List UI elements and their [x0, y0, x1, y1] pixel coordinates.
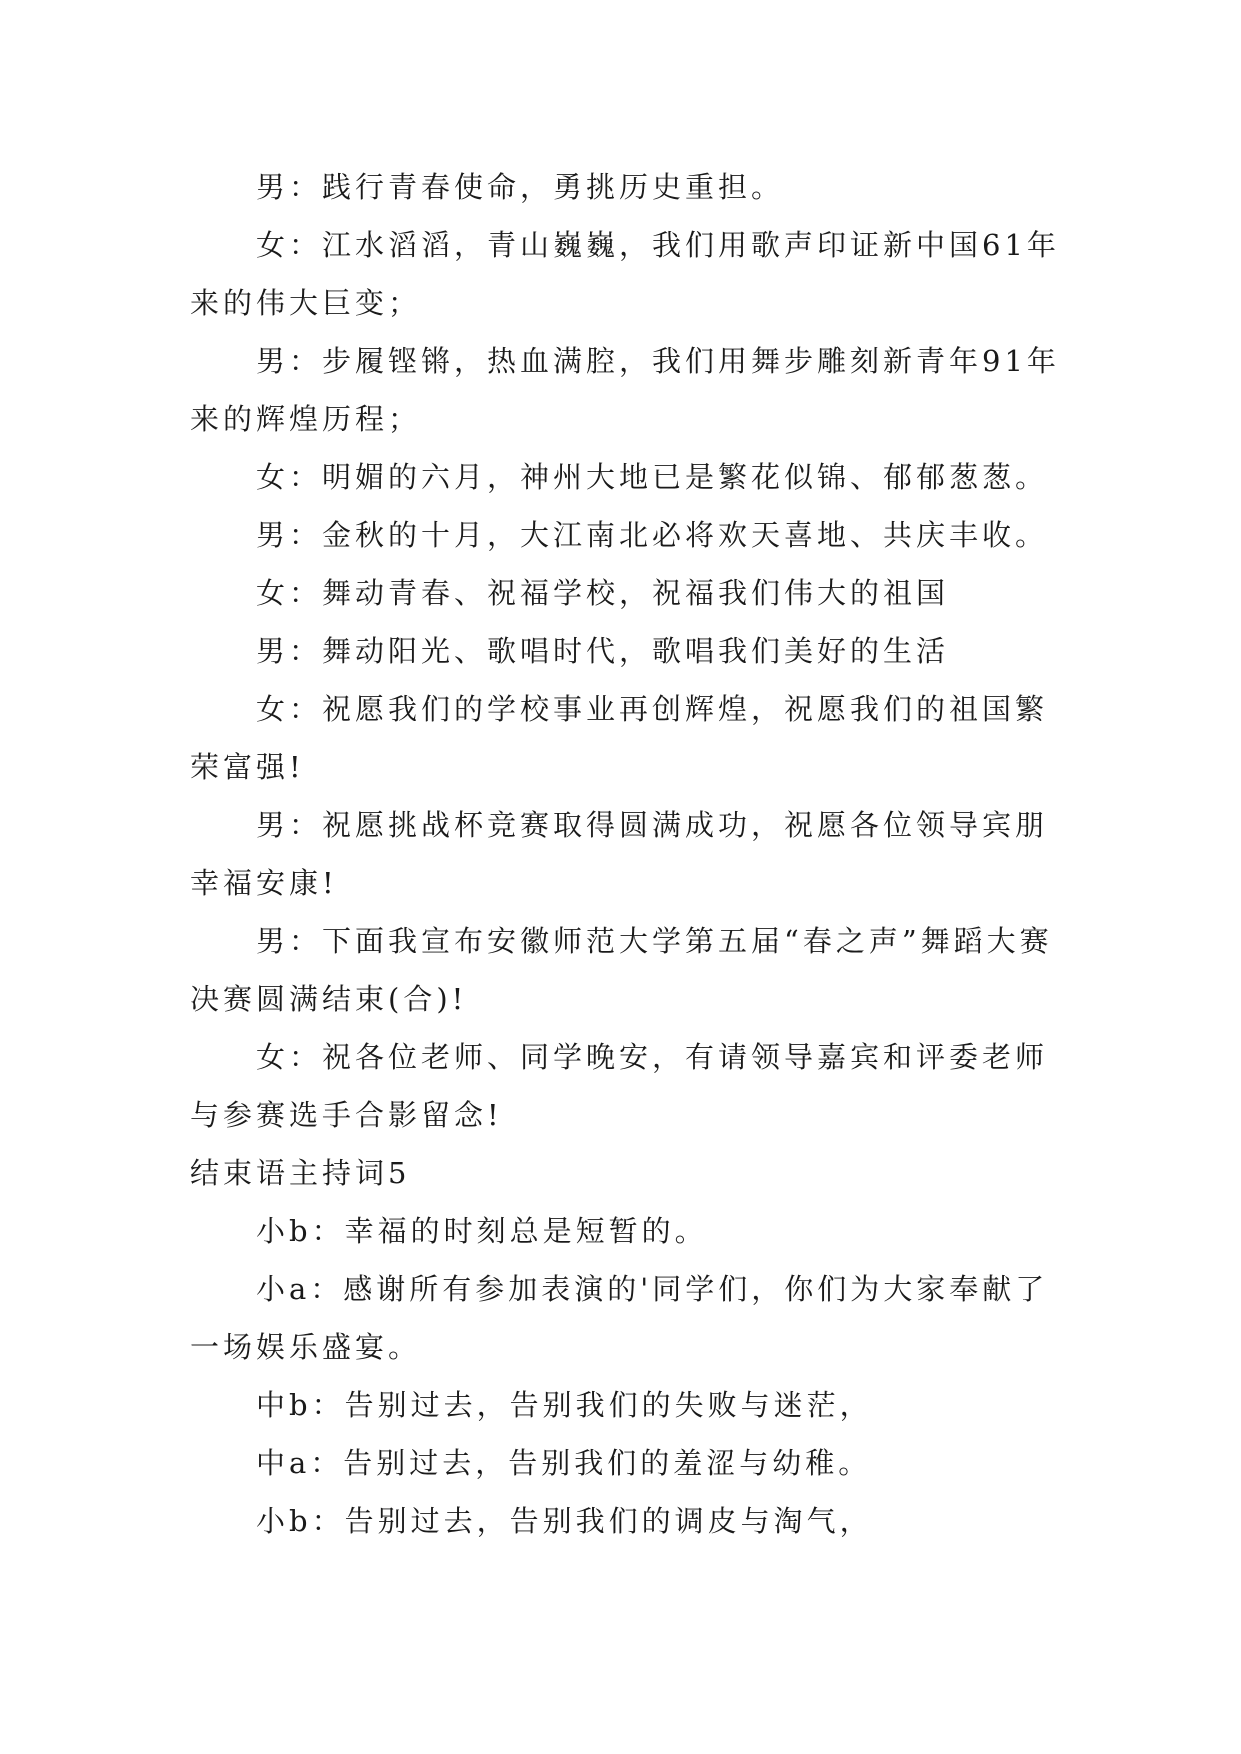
paragraph: 男：步履铿锵，热血满腔，我们用舞步雕刻新青年91年来的辉煌历程； [190, 344, 1060, 436]
paragraph: 中a：告别过去，告别我们的羞涩与幼稚。 [256, 1446, 872, 1480]
paragraph: 小b：幸福的时刻总是短暂的。 [256, 1214, 708, 1248]
paragraph: 小a：感谢所有参加表演的'同学们，你们为大家奉献了一场娱乐盛宴。 [190, 1272, 1049, 1364]
section-heading: 结束语主持词5 [190, 1156, 411, 1190]
paragraph: 男：祝愿挑战杯竞赛取得圆满成功，祝愿各位领导宾朋幸福安康! [190, 808, 1049, 900]
paragraph: 女：祝各位老师、同学晚安，有请领导嘉宾和评委老师与参赛选手合影留念! [190, 1040, 1049, 1132]
paragraph: 中b：告别过去，告别我们的失败与迷茫， [256, 1388, 873, 1422]
document-body [190, 158, 1060, 1550]
paragraph: 女：舞动青春、祝福学校，祝福我们伟大的祖国 [256, 576, 950, 610]
paragraph: 男：舞动阳光、歌唱时代，歌唱我们美好的生活 [256, 634, 950, 668]
paragraph: 女：江水滔滔，青山巍巍，我们用歌声印证新中国61年来的伟大巨变； [190, 228, 1060, 320]
paragraph: 男：金秋的十月，大江南北必将欢天喜地、共庆丰收。 [256, 518, 1049, 552]
paragraph: 女：明媚的六月，神州大地已是繁花似锦、郁郁葱葱。 [256, 460, 1049, 494]
paragraph: 男：践行青春使命，勇挑历史重担。 [256, 170, 785, 204]
paragraph: 男：下面我宣布安徽师范大学第五届“春之声”舞蹈大赛决赛圆满结束(合)! [190, 924, 1053, 1016]
paragraph: 小b：告别过去，告别我们的调皮与淘气， [256, 1504, 873, 1538]
paragraph: 女：祝愿我们的学校事业再创辉煌，祝愿我们的祖国繁荣富强! [190, 692, 1049, 784]
